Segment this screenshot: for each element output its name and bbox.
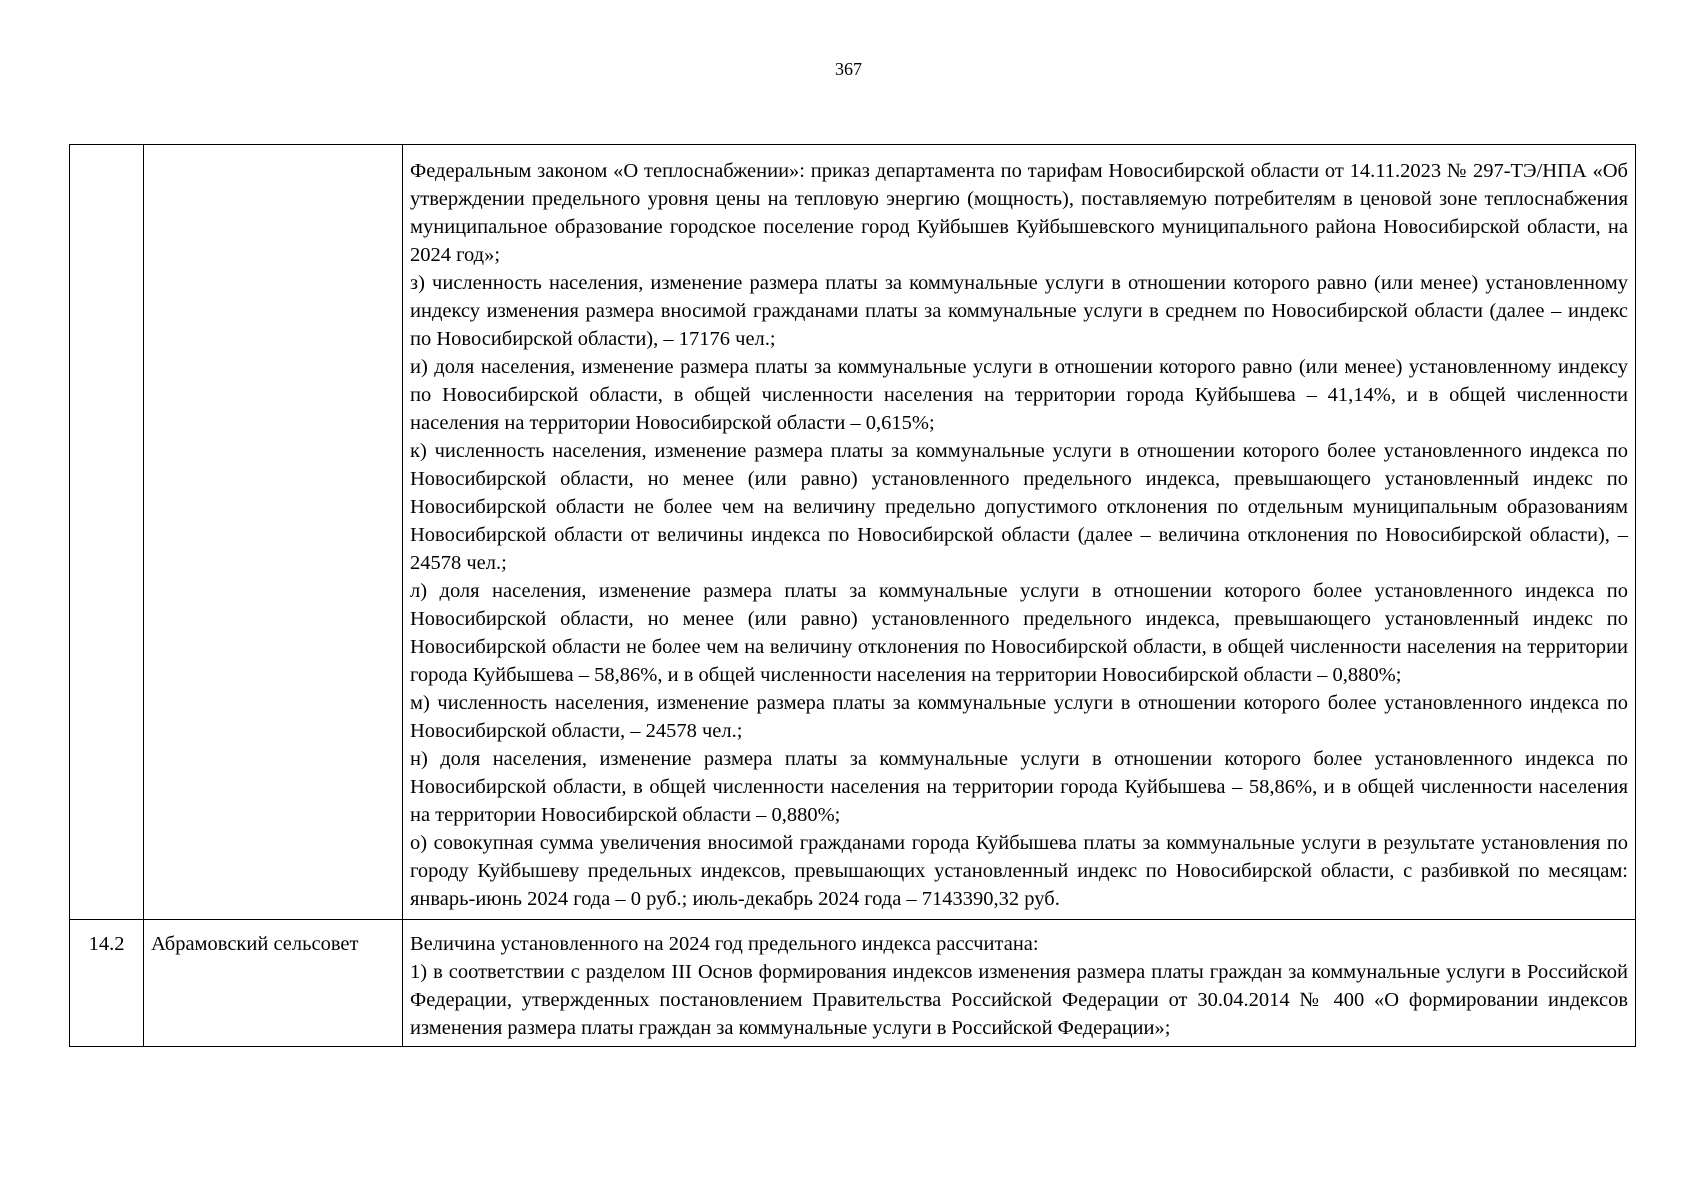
paragraph: 1) в соответствии с разделом III Основ формирования индексов изменения размера платы граждан за коммунальные услуги в Российской Федерации, утвержденных постановлением Правительства Российской Федерации от 30.04.2014 № 400 «О формировании индексов изменения размера платы граждан за коммунальные услуги в Российской Федерации»; xyxy=(410,961,1628,1039)
paragraph: з) численность населения, изменение размера платы за коммунальные услуги в отношении которого равно (или менее) установленному индексу изменения размера вносимой гражданами платы за коммунальные услуги в среднем по Новосибирской области (далее – индекс по Новосибирской области), – 17176 чел.; xyxy=(410,272,1628,350)
paragraph: к) численность населения, изменение размера платы за коммунальные услуги в отношении которого более установленного индекса по Новосибирской области, но менее (или равно) установленного предельного индекса, превышающего установленный индекс по Новосибирской области не более чем на величину предельно допустимого отклонения по отдельным муниципальным образованиям Новосибирской области от величины индекса по Новосибирской области (далее – величина отклонения по Новосибирской области), – 24578 чел.; xyxy=(410,440,1628,574)
row-name-cell xyxy=(144,145,403,920)
paragraph: Федеральным законом «О теплоснабжении»: приказ департамента по тарифам Новосибирской области от 14.11.2023 № 297-ТЭ/НПА «Об утверждении предельного уровня цены на тепловую энергию (мощность), поставляемую потребителям в ценовой зоне теплоснабжения муниципальное образование городское поселение город Куйбышев Куйбышевского муниципального района Новосибирской области, на 2024 год»; xyxy=(410,160,1628,266)
paragraph: н) доля населения, изменение размера платы за коммунальные услуги в отношении которого более установленного индекса по Новосибирской области, в общей численности населения на территории города Куйбышева – 58,86%, и в общей численности населения на территории Новосибирской области – 0,880%; xyxy=(410,748,1628,826)
row-text-cell xyxy=(403,145,1636,920)
paragraph: м) численность населения, изменение размера платы за коммунальные услуги в отношении которого более установленного индекса по Новосибирской области, – 24578 чел.; xyxy=(410,692,1628,742)
row-name-cell: Абрамовский сельсовет xyxy=(144,920,403,1047)
table-row xyxy=(70,145,1636,920)
paragraph: л) доля населения, изменение размера платы за коммунальные услуги в отношении которого более установленного индекса по Новосибирской области, но менее (или равно) установленного предельного индекса, превышающего установленный индекс по Новосибирской области не более чем на величину отклонения по Новосибирской области, в общей численности населения на территории города Куйбышева – 58,86%, и в общей численности населения на территории Новосибирской области – 0,880%; xyxy=(410,580,1628,686)
row-number-cell xyxy=(70,145,144,920)
row-text-cell xyxy=(403,920,1636,1047)
paragraph: и) доля населения, изменение размера платы за коммунальные услуги в отношении которого равно (или менее) установленному индексу по Новосибирской области, в общей численности населения на территории города Куйбышева – 41,14%, и в общей численности населения на территории Новосибирской области – 0,615%; xyxy=(410,356,1628,434)
row-number-cell: 14.2 xyxy=(70,920,144,1047)
paragraph: Величина установленного на 2024 год предельного индекса рассчитана: xyxy=(410,933,1039,955)
page-number: 367 xyxy=(835,59,862,79)
document-table xyxy=(69,144,1636,1047)
table-row xyxy=(70,920,1636,1047)
paragraph: о) совокупная сумма увеличения вносимой гражданами города Куйбышева платы за коммунальные услуги в результате установления по городу Куйбышеву предельных индексов, превышающих установленный индекс по Новосибирской области, с разбивкой по месяцам: январь-июнь 2024 года – 0 руб.; июль-декабрь 2024 года – 7143390,32 руб. xyxy=(410,832,1628,910)
